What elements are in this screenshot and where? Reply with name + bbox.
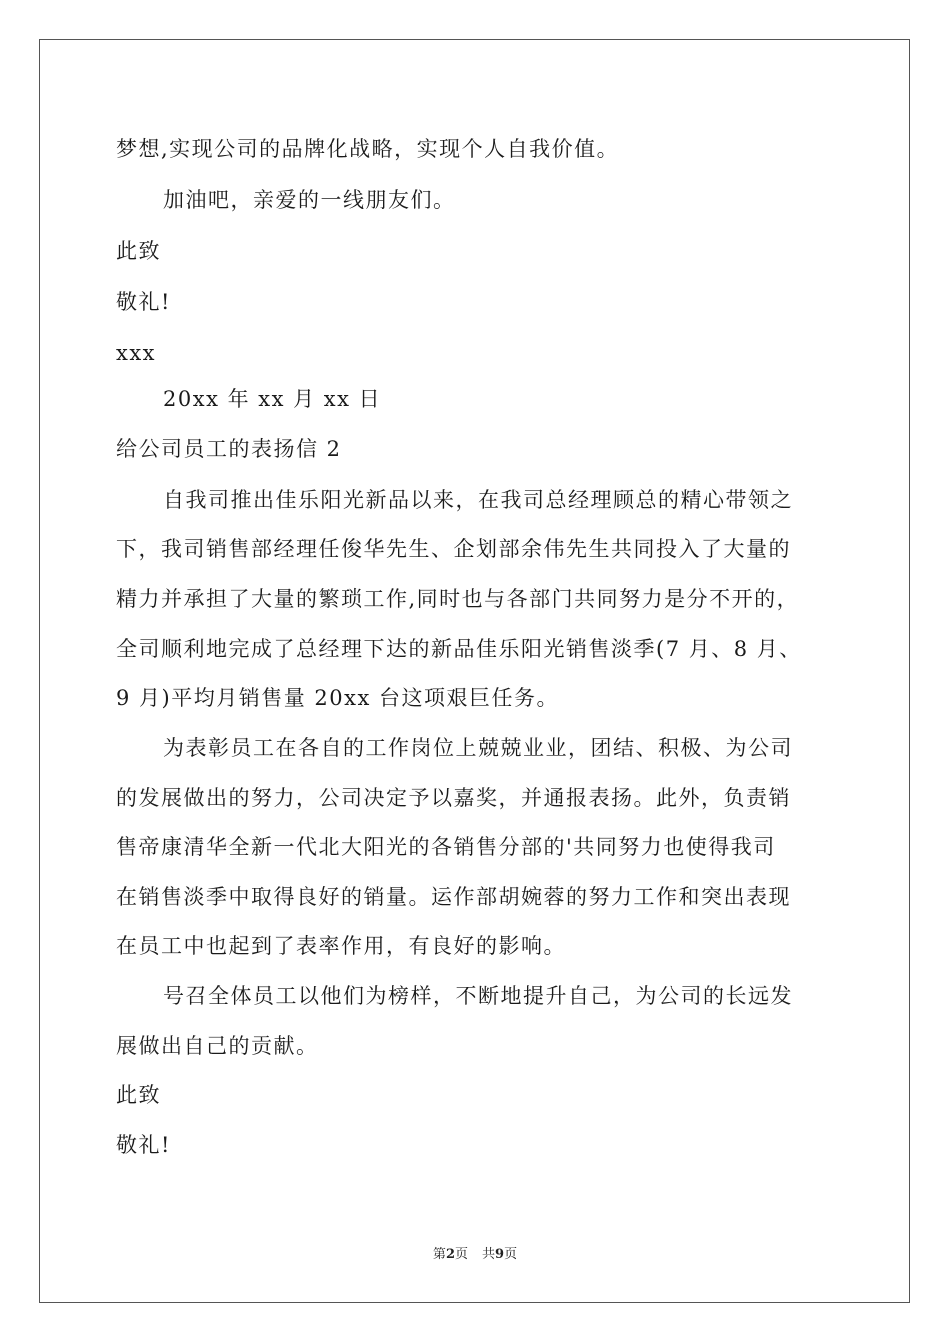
page-current: 2 (445, 1247, 455, 1262)
page-border (39, 39, 910, 1303)
page-number-footer (0, 1246, 950, 1264)
salutation-cizhi: 此致 (116, 239, 161, 263)
paragraph-2-line-1: 为表彰员工在各自的工作岗位上兢兢业业，团结、积极、为公司 (163, 736, 793, 760)
paragraph-2-line-2: 的发展做出的努力，公司决定予以嘉奖，并通报表扬。此外，负责销 (116, 786, 791, 810)
paragraph-2-line-3: 售帝康清华全新一代北大阳光的各销售分部的'共同努力也使得我司 (116, 835, 776, 859)
signature-name: xxx (116, 341, 157, 365)
paragraph-1-line-5: 9 月)平均月销售量 20xx 台这项艰巨任务。 (116, 686, 559, 710)
page-suffix: 页 (454, 1247, 468, 1262)
signature-date: 20xx 年 xx 月 xx 日 (163, 387, 382, 411)
total-suffix: 页 (504, 1247, 518, 1262)
page-total: 9 (495, 1247, 505, 1262)
paragraph-1-line-2: 下，我司销售部经理任俊华先生、企划部余伟先生共同投入了大量的 (116, 537, 791, 561)
paragraph-3-line-2: 展做出自己的贡献。 (116, 1034, 319, 1058)
salutation-jingli: 敬礼! (116, 290, 171, 314)
paragraph-1-line-4: 全司顺利地完成了总经理下达的新品佳乐阳光销售淡季(7 月、8 月、 (116, 637, 802, 661)
salutation-jingli-2: 敬礼! (116, 1133, 171, 1157)
encouragement-line: 加油吧，亲爱的一线朋友们。 (163, 188, 456, 212)
page-prefix: 第 (432, 1247, 446, 1262)
closing-paragraph-tail: 梦想,实现公司的品牌化战略，实现个人自我价值。 (116, 137, 620, 161)
paragraph-1-line-1: 自我司推出佳乐阳光新品以来，在我司总经理顾总的精心带领之 (163, 488, 793, 512)
salutation-cizhi-2: 此致 (116, 1083, 161, 1107)
paragraph-2-line-5: 在员工中也起到了表率作用，有良好的影响。 (116, 934, 566, 958)
paragraph-1-line-3: 精力并承担了大量的繁琐工作,同时也与各部门共同努力是分不开的， (116, 587, 800, 611)
paragraph-3-line-1: 号召全体员工以他们为榜样，不断地提升自己，为公司的长远发 (163, 984, 793, 1008)
letter-title: 给公司员工的表扬信 2 (116, 437, 342, 461)
paragraph-2-line-4: 在销售淡季中取得良好的销量。运作部胡婉蓉的努力工作和突出表现 (116, 885, 791, 909)
total-prefix: 共 (482, 1247, 496, 1262)
